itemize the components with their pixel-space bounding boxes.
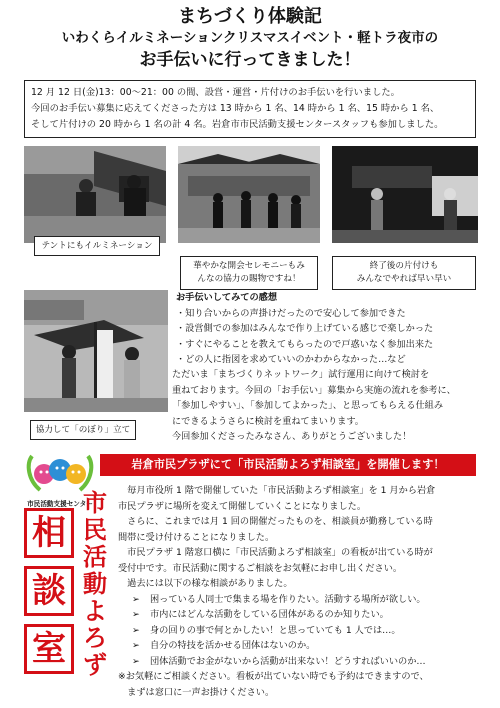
list-item: [118, 654, 482, 670]
list-item: [118, 607, 482, 623]
vertical-char: 動: [83, 570, 107, 598]
title-char: 相: [24, 508, 74, 558]
vertical-char: 市: [83, 489, 107, 517]
page-subtitle: いわくらイルミネーションクリスマスイベント・軽トラ夜市の: [61, 30, 439, 46]
arrow-bullet-icon: ➢: [132, 593, 140, 605]
note-line: ※お気軽にご相談ください。看板が出ていない時でも予約はできますので、: [118, 671, 429, 682]
caption-text: 華やかな開会セレモニーもみ: [193, 261, 305, 271]
arrow-bullet-icon: ➢: [132, 655, 140, 667]
arrow-bullet-icon: ➢: [132, 609, 140, 620]
list-item: ・どの人に指図を求めていいのかわからなかった…など: [176, 354, 406, 365]
body-line: 市民プラザに場所を変えて開催していくことになりました。: [118, 500, 367, 512]
vertical-char: 活: [83, 543, 107, 571]
list-item: ・すぐにやることを教えてもらったので戸惑いなく参加出来た: [176, 338, 434, 350]
caption-photo2: [180, 256, 318, 290]
list-item: ・設営側での参加はみんなで作り上げている感じで楽しかった: [176, 323, 434, 334]
body-line: 受付中です。市民活動に関するご相談をお気軽にお申し出ください。: [118, 562, 403, 574]
list-item-text: 困っている人同士で集まる場を作りたい。活動する場所が欲しい。: [150, 593, 426, 605]
closing-line: 今回参加くださったみなさん、ありがとうございました！: [172, 431, 412, 442]
opinions-heading: お手伝いしてみての感想: [176, 292, 278, 303]
list-item: [118, 592, 482, 608]
list-item-text: 団体活動でお金がないから活動が出来ない！どうすればいいのか…: [150, 655, 426, 667]
title-char: 室: [24, 624, 74, 674]
photo-ceremony: [178, 146, 320, 243]
body-line: 市民プラザ 1 階窓口横に「市民活動よろず相談室」の看板が出ている時が: [118, 547, 433, 558]
body-line: 毎月市役所 1 階で開催していた「市民活動よろず相談室」を 1 月から岩倉: [118, 485, 436, 496]
body-line: 過去には以下の様な相談がありました。: [118, 578, 293, 589]
intro-box: [24, 80, 476, 138]
list-item: [118, 638, 482, 654]
opinions-list: [176, 306, 476, 368]
list-item: [118, 623, 482, 639]
opinions-section: [176, 290, 476, 368]
intro-line: そして片付けの 20 時から 1 名の計 4 名。岩倉市市民活動支援センタースタッフも参加しました。: [31, 119, 444, 130]
closing-line: ただいま「まちづくりネットワーク」試行運用に向けて検討を: [172, 369, 430, 380]
intro-line: 12 月 12 日(金)13：00～21：00 の間、設営・運営・片付けのお手伝いを行いました。: [31, 87, 400, 98]
arrow-bullet-icon: ➢: [132, 640, 140, 651]
announcement-banner: 岩倉市民プラザにて「市民活動よろず相談室」を開催します！: [100, 454, 476, 476]
title-char: 談: [24, 566, 74, 616]
list-item-text: 市内にはどんな活動をしている団体があるのか知りたい。: [150, 609, 389, 620]
list-item-text: 自分の特技を活かせる団体はないのか。: [150, 640, 316, 651]
list-item-text: 身の回りの事で何とかしたい！と思っていても 1 人では…。: [150, 624, 401, 636]
page-title: まちづくり体験記: [178, 6, 322, 27]
caption-text: 協力して「のぼり」立て: [35, 425, 131, 435]
caption-photo3: [332, 256, 476, 290]
closing-line: にできるようさらに検討を重ねてまいります。: [172, 415, 364, 427]
consultation-section: [118, 483, 482, 700]
caption-photo4: [30, 420, 136, 440]
intro-line: 今回のお手伝い募集に応えてくださった方は 13 時から 1 名、14 時から 1 名、15 時から 1 名、: [31, 103, 440, 114]
caption-text: テントにもイルミネーション: [41, 241, 153, 251]
caption-photo1: [34, 236, 160, 256]
photo-tent: [24, 146, 166, 243]
list-item: ・知り合いからの声掛けだったので安心して参加できた: [176, 307, 406, 319]
closing-text: [172, 367, 478, 445]
body-line: さらに、これまでは月 1 回の開催だったものを、相談員が勤務している時: [118, 516, 433, 527]
page-headline: お手伝いに行ってきました！: [139, 50, 361, 70]
body-line: 間帯に受け付けることになりました。: [118, 531, 275, 543]
vertical-char: ず: [83, 651, 107, 679]
vertical-char: ろ: [83, 624, 107, 652]
closing-line: 「参加しやすい」、「参加してよかった」、と思ってもらえる仕組み: [172, 400, 444, 411]
vertical-char: よ: [83, 597, 107, 625]
note-line: まずは窓口に一声お掛けください。: [118, 686, 275, 698]
photo-nobori: [24, 290, 168, 412]
caption-text: みんなでやれば早い早い: [356, 274, 452, 284]
arrow-bullet-icon: ➢: [132, 624, 140, 636]
photo-cleanup: [332, 146, 478, 243]
caption-text: 終了後の片付けも: [369, 261, 439, 271]
logo-caption: 市民活動支援センター: [27, 500, 93, 508]
vertical-title: [80, 490, 110, 679]
vertical-char: 民: [83, 516, 107, 544]
closing-line: 重ねております。今回の「お手伝い」募集から実施の流れを参考に、: [172, 384, 456, 396]
caption-text: んなの協力の賜物ですね！: [197, 274, 301, 284]
